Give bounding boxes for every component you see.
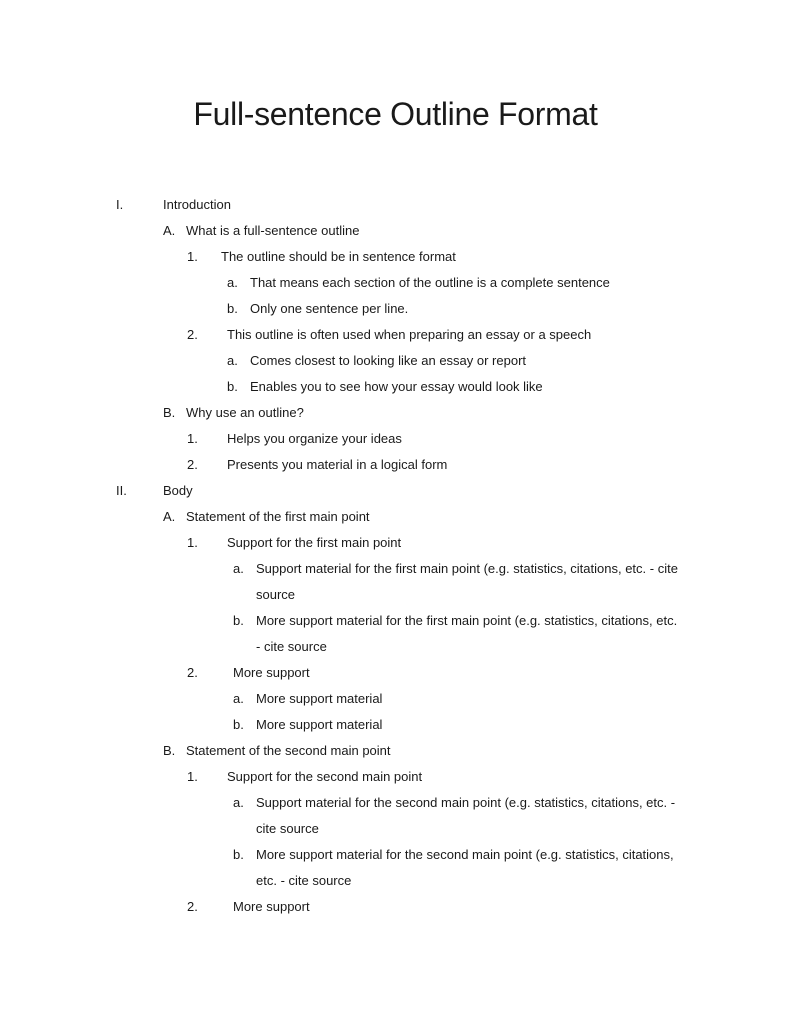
- outline-marker: I.: [116, 197, 124, 212]
- outline-text: Presents you material in a logical form: [227, 457, 448, 472]
- outline-text: Enables you to see how your essay would look like: [250, 379, 543, 394]
- outline-text: Support material for the second main point (e.g. statistics, citations, etc. -: [256, 795, 676, 810]
- outline-marker: A.: [163, 223, 176, 238]
- outline-text: What is a full-sentence outline: [186, 223, 360, 238]
- outline-marker: b.: [227, 301, 238, 316]
- outline-text: More support: [233, 899, 310, 914]
- outline-marker: 1.: [187, 769, 198, 784]
- outline-marker: b.: [227, 379, 238, 394]
- outline-text: etc. - cite source: [256, 873, 352, 888]
- outline-text: Statement of the first main point: [186, 509, 370, 524]
- outline-text: - cite source: [256, 639, 327, 654]
- outline-text: Support material for the first main point (e.g. statistics, citations, etc. - cite: [256, 561, 678, 576]
- outline-marker: 2.: [187, 665, 198, 680]
- outline-marker: 1.: [187, 535, 198, 550]
- outline-text: Body: [163, 483, 193, 498]
- outline-text: That means each section of the outline is a complete sentence: [250, 275, 610, 290]
- outline-text: Introduction: [163, 197, 231, 212]
- outline-marker: a.: [233, 561, 244, 576]
- outline-marker: b.: [233, 847, 244, 862]
- outline-text: More support material for the first main point (e.g. statistics, citations, etc.: [256, 613, 678, 628]
- outline-marker: 1.: [187, 249, 198, 264]
- outline-text: Statement of the second main point: [186, 743, 391, 758]
- outline-marker: 1.: [187, 431, 198, 446]
- outline-marker: a.: [233, 691, 244, 706]
- outline-marker: a.: [227, 353, 238, 368]
- outline-marker: B.: [163, 405, 176, 420]
- outline-text: The outline should be in sentence format: [221, 249, 456, 264]
- outline-text: This outline is often used when preparing an essay or a speech: [227, 327, 592, 342]
- outline-marker: A.: [163, 509, 176, 524]
- outline-text: Helps you organize your ideas: [227, 431, 402, 446]
- outline-text: More support: [233, 665, 310, 680]
- outline-text: source: [256, 587, 296, 602]
- outline-text: More support material for the second main point (e.g. statistics, citations,: [256, 847, 674, 862]
- outline-text: Support for the first main point: [227, 535, 402, 550]
- outline-marker: 2.: [187, 327, 198, 342]
- outline-text: More support material: [256, 717, 383, 732]
- outline-marker: 2.: [187, 457, 198, 472]
- page-title: Full-sentence Outline Format: [193, 96, 598, 132]
- outline-marker: a.: [227, 275, 238, 290]
- outline-marker: 2.: [187, 899, 198, 914]
- outline-text: Support for the second main point: [227, 769, 423, 784]
- outline-marker: b.: [233, 717, 244, 732]
- outline-text: Why use an outline?: [186, 405, 304, 420]
- outline-marker: a.: [233, 795, 244, 810]
- outline-text: cite source: [256, 821, 319, 836]
- outline-marker: b.: [233, 613, 244, 628]
- outline-text: Only one sentence per line.: [250, 301, 409, 316]
- outline-text: More support material: [256, 691, 383, 706]
- outline-marker: B.: [163, 743, 176, 758]
- outline-marker: II.: [116, 483, 127, 498]
- outline-text: Comes closest to looking like an essay or report: [250, 353, 527, 368]
